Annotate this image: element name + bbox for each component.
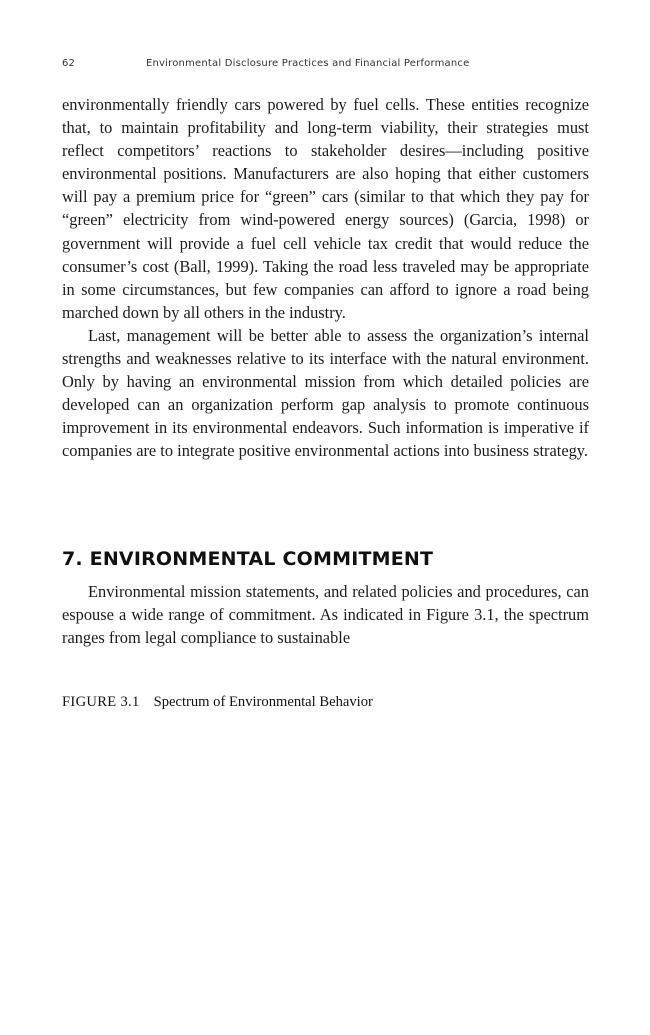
running-header [62,58,592,69]
page-number: 62 [62,58,76,69]
paragraph-last-management: Last, management will be better able to assess the organization’s internal strengths and weaknesses relative to its interface with the natural environment. Only by having an environmental mission from which detailed policies are developed can an organization perform gap analysis to promote continuous improvement in its environmental endeavors. Such information is imperative if companies are to integrate positive environmental actions into business strategy. [62,325,589,461]
figure-caption [62,694,373,711]
figure-label: FIGURE 3.1 [62,694,140,710]
body-text [62,93,589,463]
running-title: Environmental Disclosure Practices and Financial Performance [146,58,470,69]
figure-title: Spectrum of Environmental Behavior [153,694,373,710]
section-heading: 7. ENVIRONMENTAL COMMITMENT [62,548,434,570]
paragraph-continued: environmentally friendly cars powered by fuel cells. These entities recognize that, to maintain profitability and long-term viability, their strategies must reflect competitors’ reactions to stakeholder desires—including positive environmental positions. Manufacturers are also hoping that either customers will pay a premium price for “green” cars (similar to that which they pay for “green” electricity from wind-powered energy sources) (Garcia, 1998) or government will provide a fuel cell vehicle tax credit that would reduce the consumer’s cost (Ball, 1999). Taking the road less traveled may be appropriate in some circumstances, but few companies can afford to ignore a road being marched down by all others in the industry. [62,95,589,322]
section-body-text [62,580,589,649]
paragraph-commitment: Environmental mission statements, and related policies and procedures, can espouse a wide range of commitment. As indicated in Figure 3.1, the spectrum ranges from legal compliance to sustainable [62,582,589,648]
